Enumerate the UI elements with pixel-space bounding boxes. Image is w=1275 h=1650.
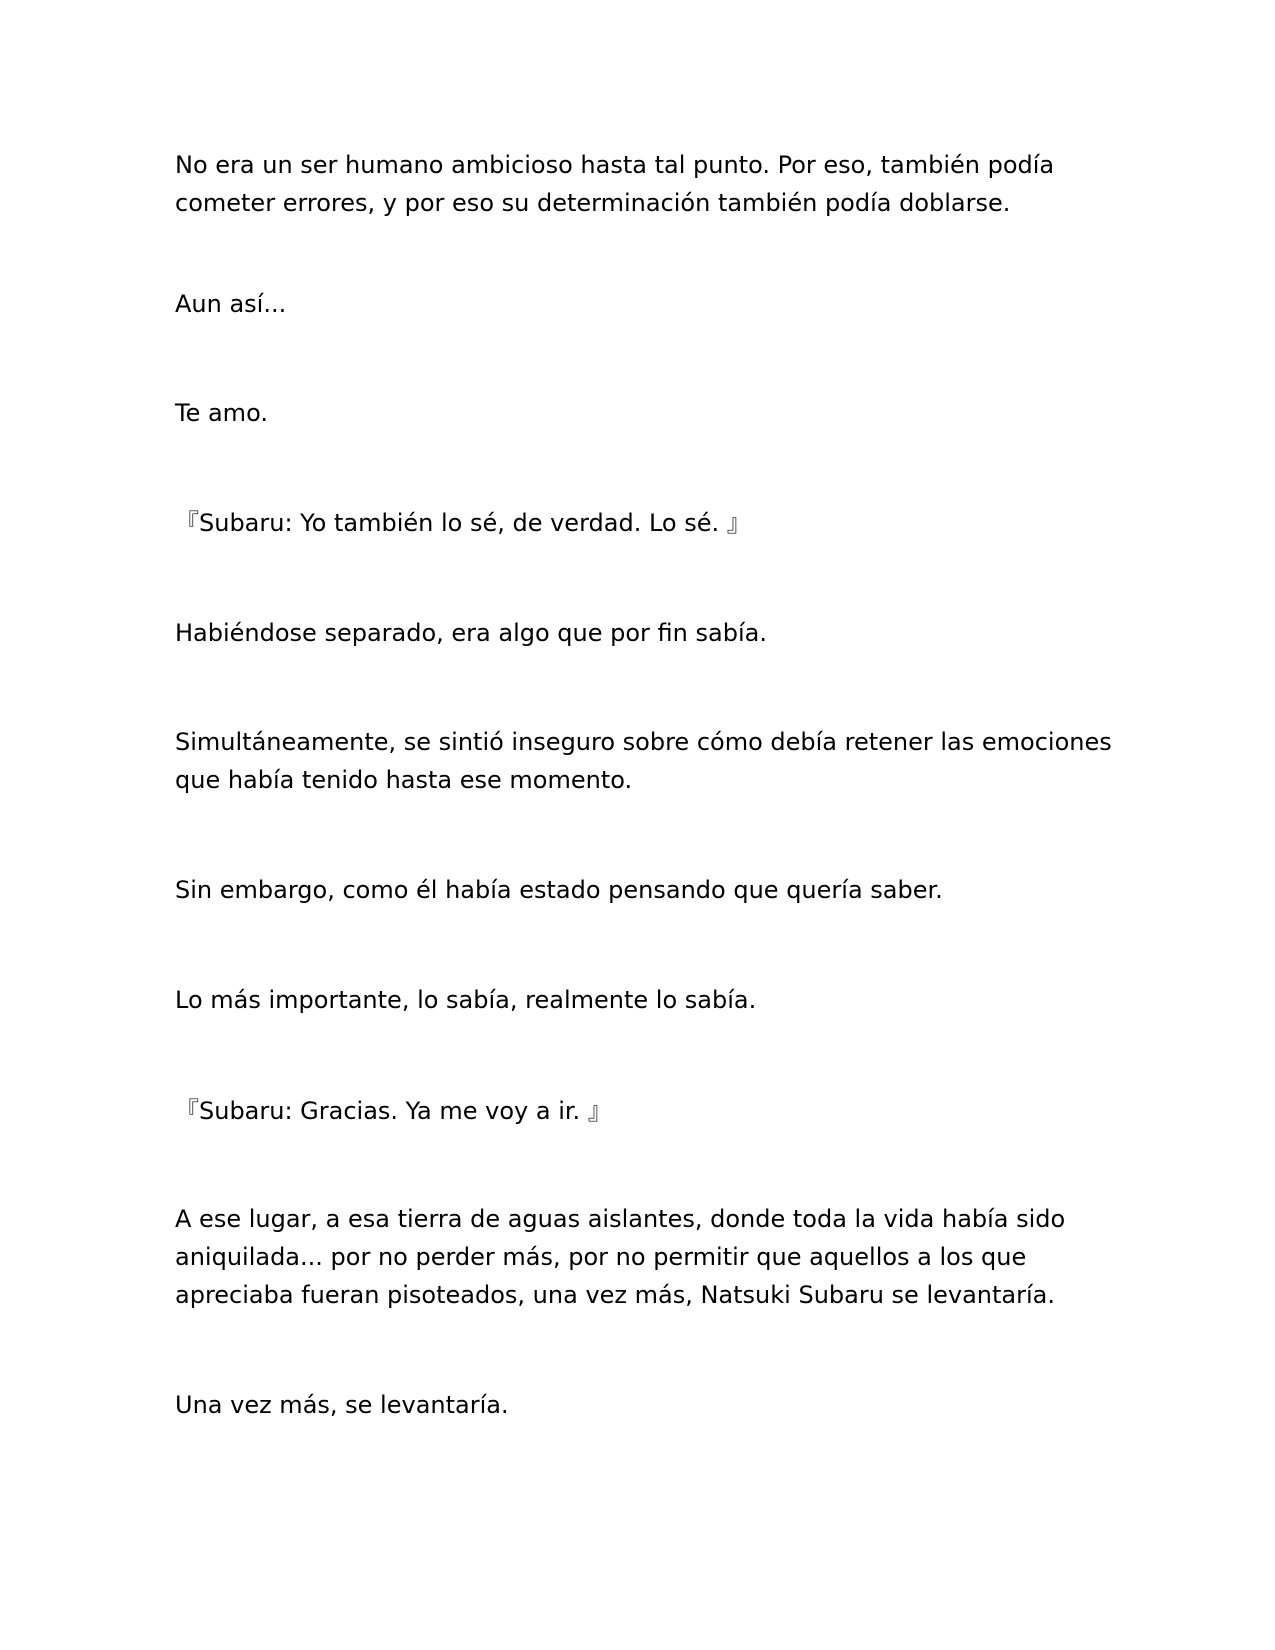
paragraph-7: Lo más importante, lo sabía, realmente lo sabía. — [175, 986, 757, 1014]
paragraph-9: Una vez más, se levantaría. — [175, 1391, 509, 1419]
paragraph-1: No era un ser humano ambicioso hasta tal punto. Por eso, también podía cometer errores, y por eso su determinación también podía doblarse. — [175, 151, 1055, 217]
paragraph-3: Te amo. — [175, 399, 268, 427]
paragraph-8: A ese lugar, a esa tierra de aguas aislantes, donde toda la vida había sido aniquilada... por no perder más, por no permitir que aquellos a los que apreciaba fueran pisoteados, una vez más, Natsuki Subaru se levantaría. — [175, 1205, 1066, 1309]
paragraph-6: Sin embargo, como él había estado pensando que quería saber. — [175, 876, 943, 904]
dialogue-1: 『Subaru: Yo también lo sé, de verdad. Lo sé. 』 — [175, 509, 751, 537]
dialogue-2: 『Subaru: Gracias. Ya me voy a ir. 』 — [175, 1097, 612, 1125]
paragraph-4: Habiéndose separado, era algo que por fin sabía. — [175, 619, 767, 647]
paragraph-5: Simultáneamente, se sintió inseguro sobre cómo debía retener las emociones que había tenido hasta ese momento. — [175, 728, 1112, 794]
paragraph-2: Aun así... — [175, 290, 287, 318]
